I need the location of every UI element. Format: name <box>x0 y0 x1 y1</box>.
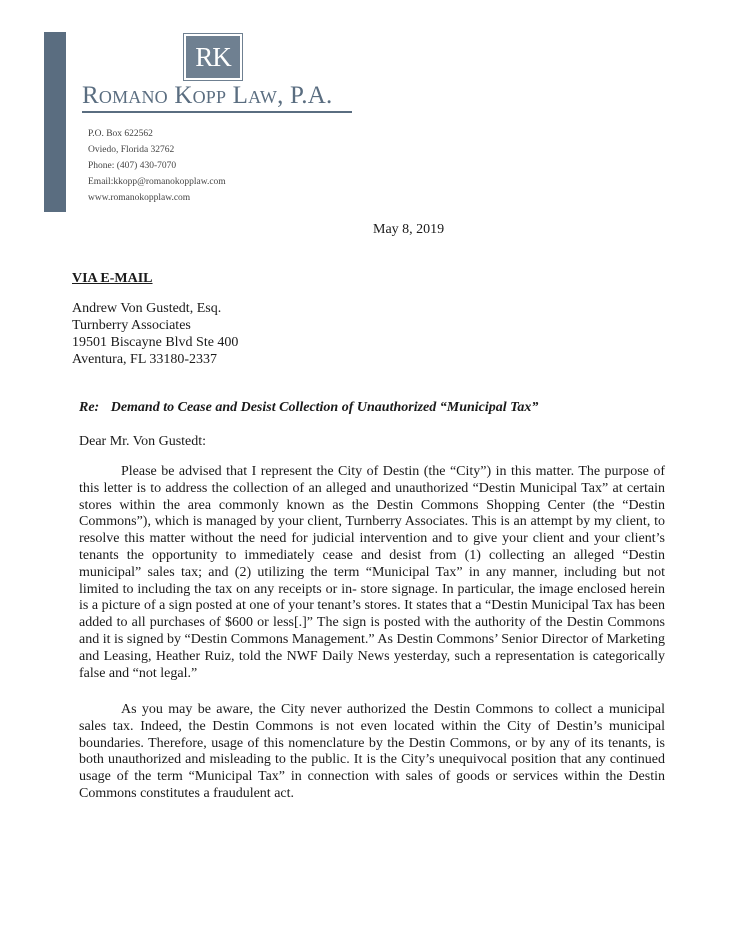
body-paragraph: As you may be aware, the City never authorized the Destin Commons to collect a municipal sales tax. Indeed, the Destin Commons is not even located within the City of Destin’s municipal boundaries. Therefore, usage of this nomenclature by the Destin Commons, or by any of its tenants, is both unauthorized and misleading to the public. It is the City’s unequivocal position that any continued usage of the term “Municipal Tax” in connection with sales of goods or services within the Destin Commons constitutes a fraudulent act. <box>79 702 665 801</box>
letterhead-accent-bar <box>44 32 66 212</box>
recipient-city: Aventura, FL 33180-2337 <box>72 352 218 367</box>
delivery-method: VIA E-MAIL <box>72 271 153 286</box>
subject-label: Re: <box>79 400 100 415</box>
contact-website: www.romanokopplaw.com <box>88 193 191 203</box>
contact-email: Email:kkopp@romanokopplaw.com <box>88 177 226 187</box>
recipient-address <box>72 300 238 368</box>
salutation: Dear Mr. Von Gustedt: <box>79 434 207 449</box>
letter-date: May 8, 2019 <box>373 222 445 237</box>
contact-phone: Phone: (407) 430-7070 <box>88 161 177 171</box>
contact-po-box: P.O. Box 622562 <box>88 129 153 139</box>
contact-city: Oviedo, Florida 32762 <box>88 145 175 155</box>
body-paragraph: Please be advised that I represent the City of Destin (the “City”) in this matter. The purpose of this letter is to address the collection of an alleged and unauthorized “Destin Municipal Tax” at certain stores within the area commonly known as the Destin Commons Shopping Center (the “Destin Commons”), which is managed by your client, Turnberry Associates. This is an attempt by my client, to resolve this matter without the need for judicial intervention and to give your client and your client’s tenants the opportunity to immediately cease and desist from (1) collecting an alleged “Destin municipal” sales tax; and (2) utilizing the term “Municipal Tax” in any manner, including but not limited to including the tax on any receipts or in- store signage. In particular, the image enclosed herein is a picture of a sign posted at one of your tenant’s stores. It states that a “Destin Municipal Tax has been added to all purchases of $600 or less[.]” The sign is posted with the authority of the Destin Commons and it is signed by “Destin Commons Management.” As Destin Commons’ Senior Director of Marketing and Leasing, Heather Ruiz, told the NWF Daily News yesterday, such a representation is categorically false and “not legal.” <box>79 464 665 681</box>
firm-name: Romano Kopp Law, P.A. <box>82 82 333 109</box>
recipient-company: Turnberry Associates <box>72 318 191 333</box>
subject-text: Demand to Cease and Desist Collection of Unauthorized “Municipal Tax” <box>110 400 539 415</box>
recipient-name: Andrew Von Gustedt, Esq. <box>72 301 222 316</box>
subject-line <box>79 400 538 416</box>
firm-logo: RK <box>184 34 242 80</box>
firm-contact-block <box>88 126 226 206</box>
recipient-street: 19501 Biscayne Blvd Ste 400 <box>72 335 239 350</box>
letterhead-divider <box>82 111 352 113</box>
